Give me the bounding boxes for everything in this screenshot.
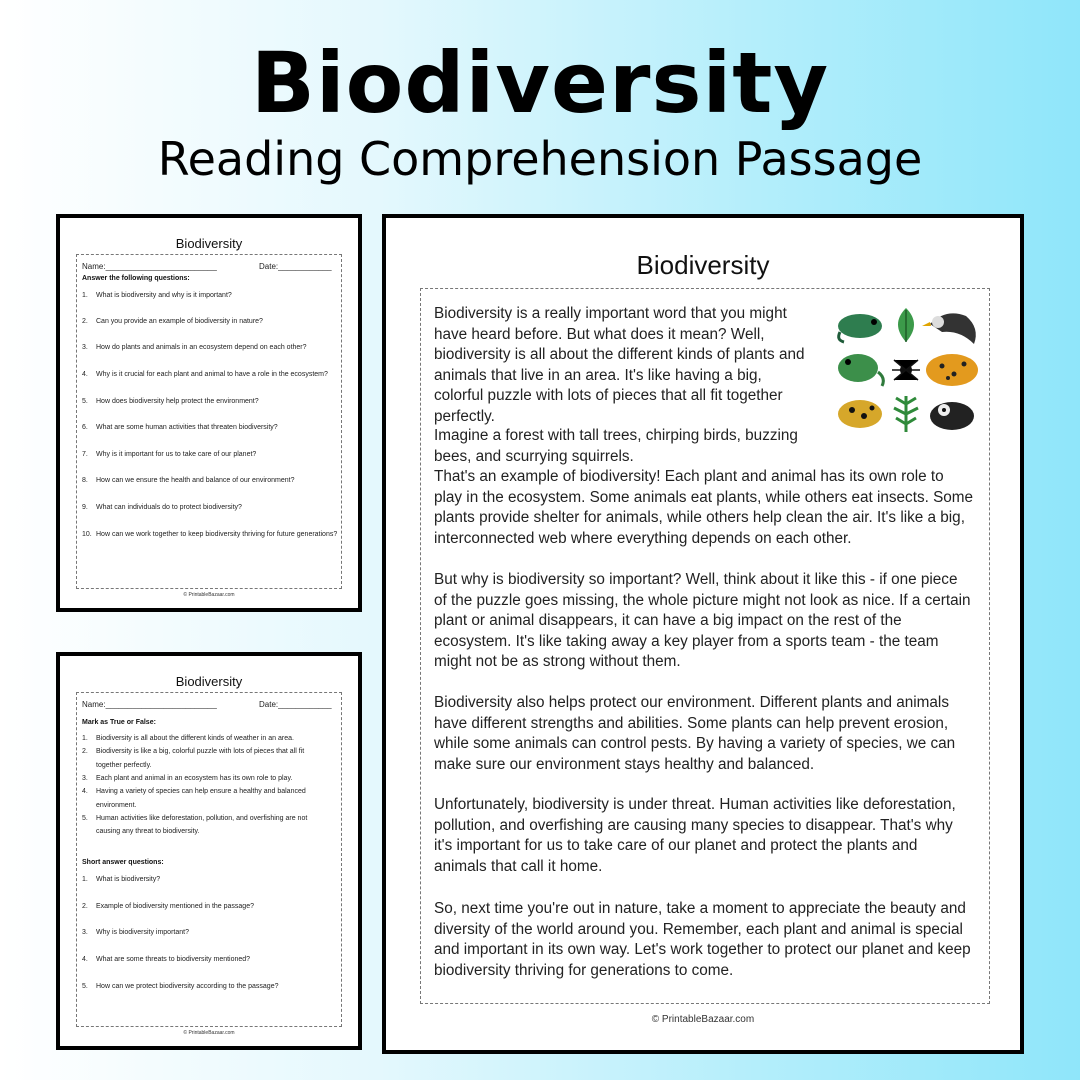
question-text: How does biodiversity help protect the environment? (96, 398, 259, 405)
question-text: What is biodiversity and why is it important? (96, 292, 232, 299)
short-answer-item (82, 876, 160, 883)
passage-title: Biodiversity (636, 250, 770, 280)
question-number: 10. (82, 531, 92, 538)
item-text: causing any threat to biodiversity. (96, 828, 200, 836)
item-text: Biodiversity is like a big, colorful puzzle with lots of pieces that all fit (96, 748, 305, 756)
short-answer-heading: Short answer questions: (82, 859, 164, 866)
question-number: 7. (82, 451, 88, 458)
worksheet-title: Biodiversity (175, 236, 243, 251)
item-text: Human activities like deforestation, pollution, and overfishing are not (96, 814, 308, 822)
question-text: How can we work together to keep biodiversity thriving for future generations? (96, 531, 338, 538)
paragraph-4: Biodiversity also helps protect our environment. Different plants and animals have different strengths and abilities. Some plants can help prevent erosion, while some animals can control pests. By having a variety of species, we can make sure our environment stays healthy and balanced. (434, 694, 956, 773)
short-answer-item (82, 903, 254, 910)
item-number: 3. (82, 929, 88, 936)
worksheet-footer: © PrintableBazaar.com (183, 1030, 235, 1036)
animal-illustration (834, 304, 982, 436)
item-number: 1. (82, 735, 88, 742)
name-field: Name:_________________________ (82, 262, 217, 271)
question-item (82, 292, 232, 299)
paragraph-3: But why is biodiversity so important? Well, think about it like this - if one piece of the puzzle goes missing, the whole picture might not look as nice. If a certain plant or animal disappears, it can have a big impact on the rest of the ecosystem. It's like taking away a key player from a sports team - the team might not be as strong without them. (434, 571, 971, 671)
item-text: together perfectly. (96, 761, 152, 769)
name-field: Name:_________________________ (82, 700, 217, 709)
item-number: 5. (82, 814, 88, 822)
paragraph-6: So, next time you're out in nature, take a moment to appreciate the beauty and diversity of the world around you. Remember, each plant and animal is special and important in its own way. Let's work together to protect our planet and keep biodiversity thriving for generations to come. (434, 900, 971, 979)
section-heading: Answer the following questions: (82, 275, 190, 282)
question-text: Can you provide an example of biodiversity in nature? (96, 318, 263, 325)
paragraph-2-body: That's an example of biodiversity! Each plant and animal has its own role to play in the ecosystem. Some animals eat plants, while others eat insects. Some plants provide shelter for animals, while others help clean the air. It's like a big, interconnected web where everything depends on each other. (434, 468, 974, 547)
worksheet-title: Biodiversity (175, 674, 243, 689)
item-text: Example of biodiversity mentioned in the passage? (96, 903, 254, 910)
short-answer-item (82, 956, 250, 963)
question-number: 1. (82, 292, 88, 299)
worksheet-true-false (56, 652, 362, 1050)
question-item (82, 424, 278, 431)
paragraph-2-intro: Imagine a forest with tall trees, chirping birds, buzzing bees, and scurrying squirrels. (434, 427, 798, 465)
question-text: What are some human activities that threaten biodiversity? (96, 424, 278, 431)
true-false-item (82, 735, 294, 742)
bird-icon (922, 313, 976, 344)
item-text: environment. (96, 801, 137, 809)
item-text: What are some threats to biodiversity mentioned? (96, 956, 251, 963)
worksheet-questions (56, 214, 362, 612)
question-text: What can individuals do to protect biodiversity? (96, 504, 242, 511)
true-false-item-continued (82, 828, 199, 835)
question-text: Why is it important for us to take care of our planet? (96, 451, 257, 458)
question-number: 8. (82, 477, 88, 484)
hero-title: Biodiversity (250, 34, 830, 132)
true-false-item (82, 815, 307, 822)
leopard-icon (926, 354, 978, 386)
passage-sheet (382, 214, 1024, 1054)
passage-footer: © PrintableBazaar.com (651, 1014, 755, 1025)
item-number: 2. (82, 903, 88, 910)
question-item (82, 477, 294, 484)
paragraph-2 (434, 426, 974, 550)
short-answer-item (82, 929, 189, 936)
true-false-item (82, 775, 292, 782)
question-number: 5. (82, 398, 88, 405)
true-false-item (82, 748, 304, 755)
item-text: What is biodiversity? (96, 876, 161, 883)
lizard-icon (838, 354, 883, 386)
paragraph-1: Biodiversity is a really important word that you might have heard before. But what does it mean? Well, biodiversity is all about the different kinds of plants and animals that live in an area. It's like having a big, colorful puzzle with lots of pieces that all fit together perfectly. (434, 305, 805, 425)
question-item (82, 451, 256, 458)
question-item (82, 504, 242, 511)
question-item (82, 531, 337, 538)
item-number: 3. (82, 774, 88, 782)
paragraph-5: Unfortunately, biodiversity is under threat. Human activities like deforestation, pollution, and overfishing are causing many species to disappear. That's why it's important for us to take care of our planet and protect the plants and animals that call it home. (434, 796, 956, 875)
item-text: Biodiversity is all about the different kinds of weather in an area. (96, 735, 294, 742)
beetle-icon (838, 400, 882, 428)
item-text: How can we protect biodiversity according to the passage? (96, 983, 279, 990)
item-text: Why is biodiversity important? (96, 929, 189, 936)
item-number: 1. (82, 876, 88, 883)
item-number: 2. (82, 748, 88, 756)
item-number: 4. (82, 788, 88, 796)
question-item (82, 344, 307, 351)
true-false-item-continued (82, 762, 152, 769)
true-false-item (82, 788, 306, 795)
spider-icon (892, 360, 920, 380)
item-text: Having a variety of species can help ensure a healthy and balanced (96, 788, 306, 796)
date-field: Date:____________ (259, 262, 332, 271)
question-text: How can we ensure the health and balance of our environment? (96, 477, 295, 484)
leaf-icon (898, 308, 914, 342)
question-text: How do plants and animals in an ecosystem depend on each other? (96, 344, 307, 351)
true-false-item-continued (82, 802, 136, 809)
question-number: 2. (82, 318, 88, 325)
question-number: 4. (82, 371, 88, 378)
item-text: Each plant and animal in an ecosystem has its own role to play. (96, 774, 293, 782)
date-field: Date:____________ (259, 700, 332, 709)
question-number: 6. (82, 424, 88, 431)
item-number: 4. (82, 956, 88, 963)
chameleon-icon (838, 314, 882, 342)
question-item (82, 318, 263, 325)
short-answer-item (82, 983, 279, 990)
worksheet-footer: © PrintableBazaar.com (183, 592, 235, 598)
worksheet-border (76, 254, 342, 589)
hero-subtitle: Reading Comprehension Passage (157, 132, 923, 186)
question-text: Why is it crucial for each plant and animal to have a role in the ecosystem? (96, 371, 328, 378)
question-number: 3. (82, 344, 88, 351)
question-item (82, 371, 328, 378)
question-number: 9. (82, 504, 88, 511)
true-false-heading: Mark as True or False: (82, 719, 156, 726)
item-number: 5. (82, 983, 88, 990)
question-item (82, 398, 259, 405)
